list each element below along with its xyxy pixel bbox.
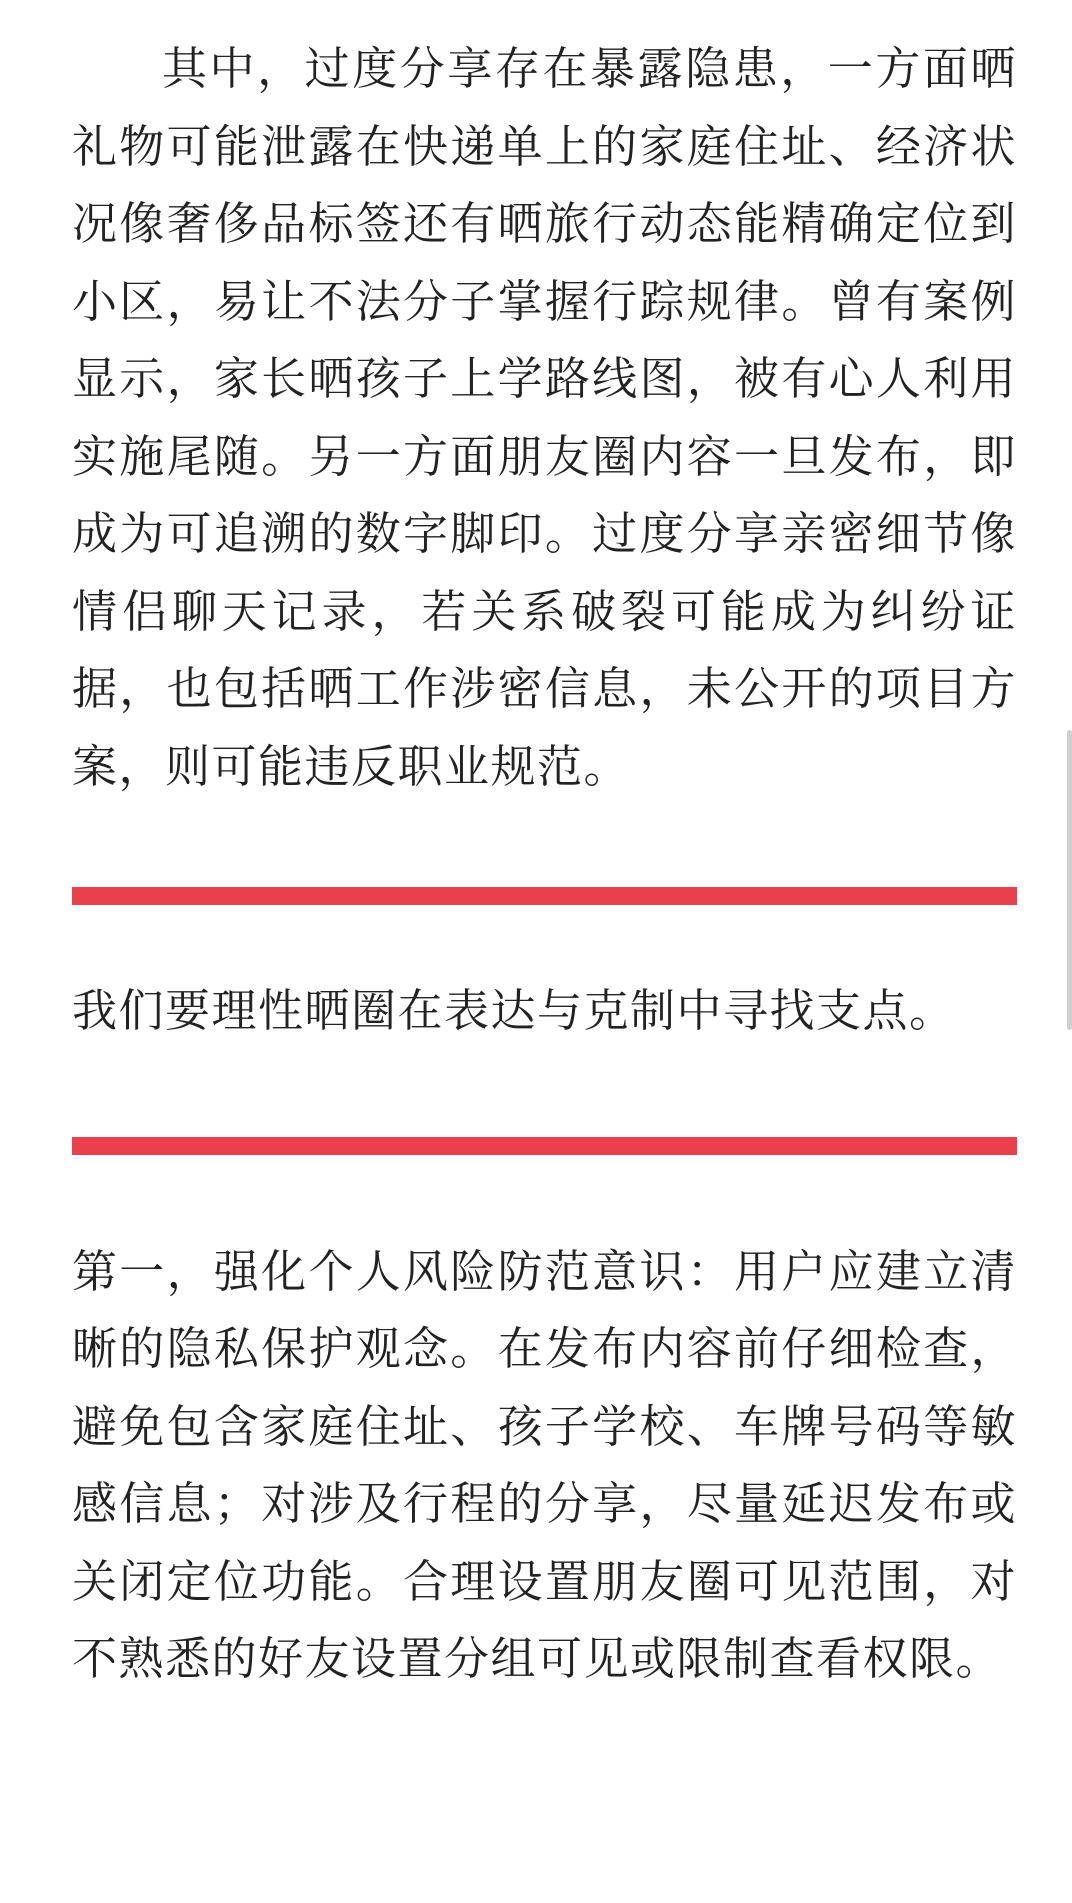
paragraph-risk: 其中，过度分享存在暴露隐患，一方面晒礼物可能泄露在快递单上的家庭住址、经济状况像奢侈品标签还有晒旅行动态能精确定位到小区，易让不法分子掌握行踪规律。曾有案例显示，家长晒孩子上学路线图，被有心人利用实施尾随。另一方面朋友圈内容一旦发布，即成为可追溯的数字脚印。过度分享亲密细节像情侣聊天记录，若关系破裂可能成为纠纷证据，也包括晒工作涉密信息，未公开的项目方案，则可能违反职业规范。 <box>72 42 1017 793</box>
highlight-sentence: 我们要理性晒圈在表达与克制中寻找支点。 <box>72 984 956 1037</box>
divider-bottom <box>72 1137 1017 1155</box>
divider-top <box>72 887 1017 905</box>
scrollbar-thumb[interactable] <box>1067 730 1072 1030</box>
paragraph-advice-one: 第一，强化个人风险防范意识：用户应建立清晰的隐私保护观念。在发布内容前仔细检查，避免包含家庭住址、孩子学校、车牌号码等敏感信息；对涉及行程的分享，尽量延迟发布或关闭定位功能。合理设置朋友圈可见范围，对不熟悉的好友设置分组可见或限制查看权限。 <box>72 1244 1017 1685</box>
article-body <box>72 30 1017 1698</box>
